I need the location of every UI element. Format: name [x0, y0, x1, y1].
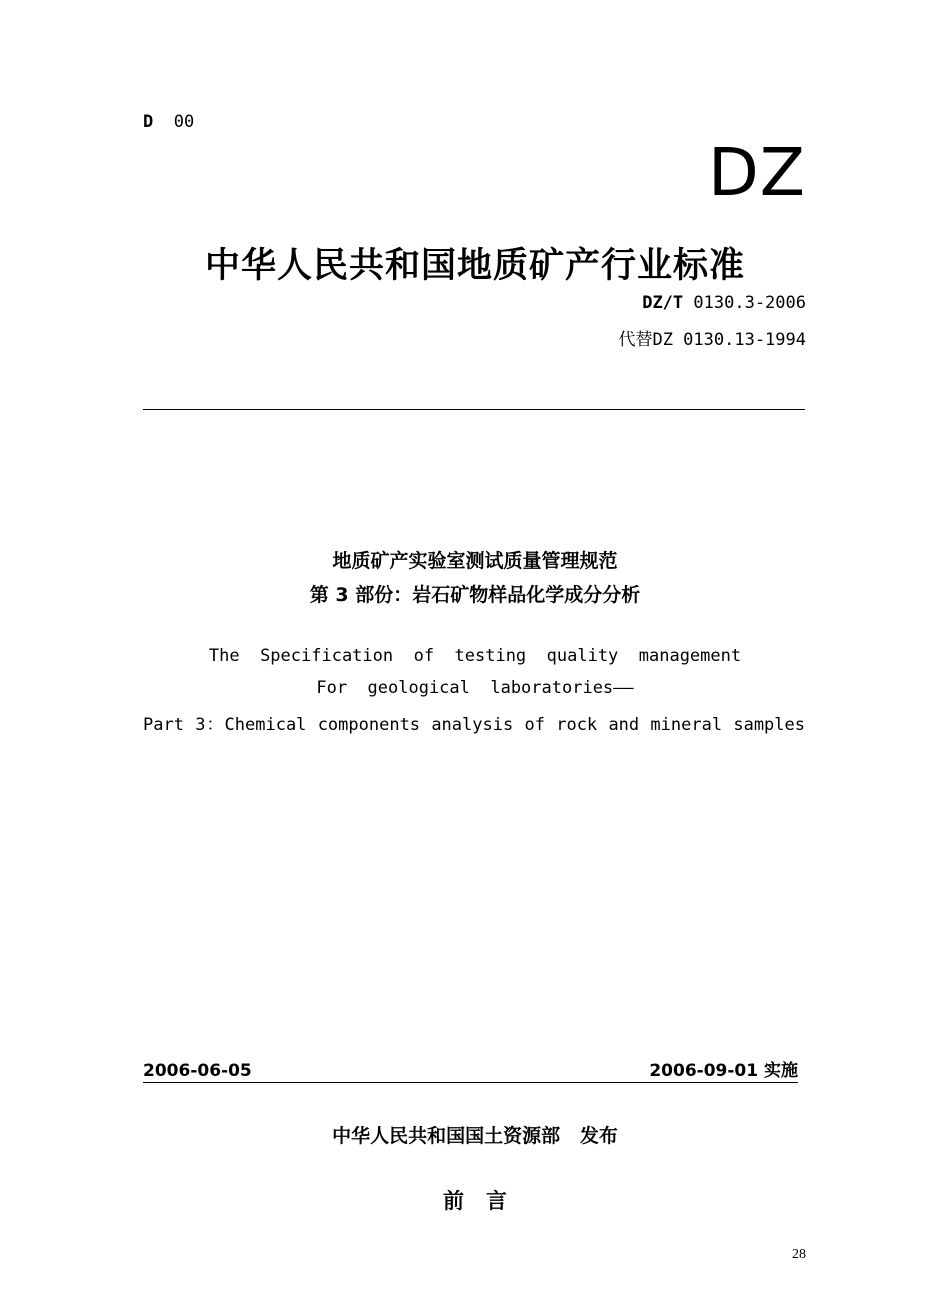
header-divider	[143, 409, 805, 410]
standard-number	[642, 293, 806, 313]
effective-date: 2006-09-01 实施	[649, 1061, 798, 1081]
chinese-title-line-2: 第 3 部份：岩石矿物样品化学成分分析	[309, 584, 641, 606]
standard-category-title: 中华人民共和国地质矿产行业标准	[204, 246, 745, 286]
class-number: 00	[173, 112, 195, 132]
english-title-line-3: Part 3：Chemical components analysis of rock and mineral samples	[143, 715, 805, 735]
issue-date: 2006-06-05	[143, 1061, 252, 1081]
class-letter: D	[143, 112, 154, 132]
foreword-heading: 前言	[443, 1189, 529, 1213]
standard-number-value: 0130.3-2006	[693, 293, 806, 313]
page-number: 28	[792, 1247, 806, 1262]
english-title-line-1: The Specification of testing quality management	[208, 646, 742, 666]
issuing-authority: 中华人民共和国国土资源部 发布	[332, 1125, 618, 1147]
replaces-standard: 代替DZ 0130.13-1994	[618, 330, 806, 350]
classification-code	[143, 112, 194, 132]
standard-number-prefix: DZ/T	[642, 293, 684, 313]
chinese-title-line-1: 地质矿产实验室测试质量管理规范	[332, 550, 618, 572]
standard-mark: DZ	[707, 134, 806, 211]
english-title-line-2: For geological laboratories——	[316, 678, 634, 698]
date-row	[143, 1060, 798, 1083]
